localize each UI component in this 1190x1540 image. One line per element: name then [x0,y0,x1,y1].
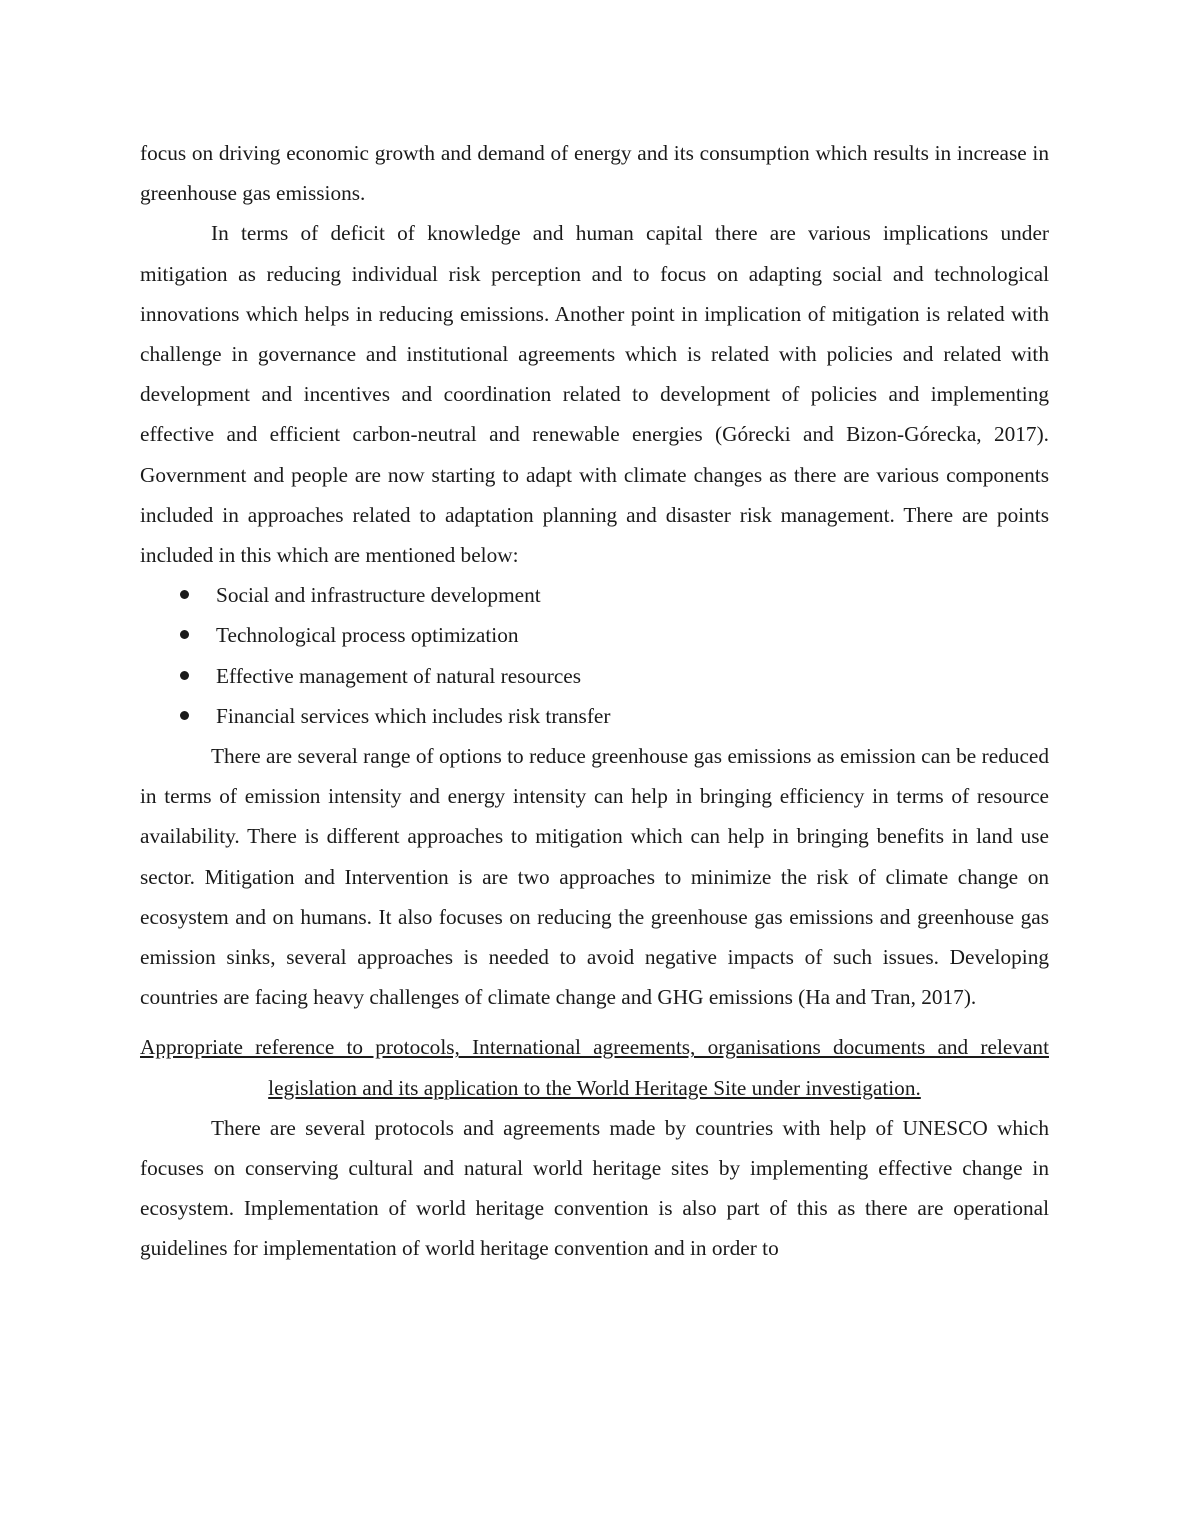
bullet-list [140,575,1049,736]
list-item [140,615,1049,655]
list-item-text: Social and infrastructure development [216,583,541,608]
document-page [140,133,1049,1269]
bullet-icon [180,630,189,639]
paragraph-protocols: There are several protocols and agreements made by countries with help of UNESCO which focuses on conserving cultural and natural world heritage sites by implementing effective change in ecosystem. Implementation of world heritage convention is also part of this as there are operational guidelines for implementation of world heritage convention and in order to [140,1115,1049,1261]
paragraph-emission-options: There are several range of options to reduce greenhouse gas emissions as emission can be reduced in terms of emission intensity and energy intensity can help in bringing efficiency in terms of resource availability. There is different approaches to mitigation which can help in bringing benefits in land use sector. Mitigation and Intervention is are two approaches to minimize the risk of climate change on ecosystem and on humans. It also focuses on reducing the greenhouse gas emissions and greenhouse gas emission sinks, several approaches is needed to avoid negative impacts of such issues. Developing countries are facing heavy challenges of climate change and GHG emissions (Ha and Tran, 2017). [140,744,1049,1010]
list-item-text: Technological process optimization [216,623,519,648]
list-item [140,575,1049,615]
list-item [140,696,1049,736]
list-item-text: Effective management of natural resources [216,663,582,688]
bullet-icon [180,590,189,599]
list-item [140,656,1049,696]
bullet-icon [180,711,189,720]
bullet-icon [180,671,189,680]
list-item-text: Financial services which includes risk transfer [216,703,611,728]
section-heading: Appropriate reference to protocols, International agreements, organisations documents and relevant legislation and its application to the World Heritage Site under investigation. [140,1035,1049,1100]
paragraph-mitigation-implications: In terms of deficit of knowledge and human capital there are various implications under mitigation as reducing individual risk perception and to focus on adapting social and technological innovations which helps in reducing emissions. Another point in implication of mitigation is related with challenge in governance and institutional agreements which is related with policies and related with development and incentives and coordination related to development of policies and implementing effective and efficient carbon-neutral and renewable energies (Górecki and Bizon-Górecka, 2017). Government and people are now starting to adapt with climate changes as there are various components included in approaches related to adaptation planning and disaster risk management. There are points included in this which are mentioned below: [140,221,1049,568]
paragraph-continuation: focus on driving economic growth and demand of energy and its consumption which results in increase in greenhouse gas emissions. [140,141,1049,206]
